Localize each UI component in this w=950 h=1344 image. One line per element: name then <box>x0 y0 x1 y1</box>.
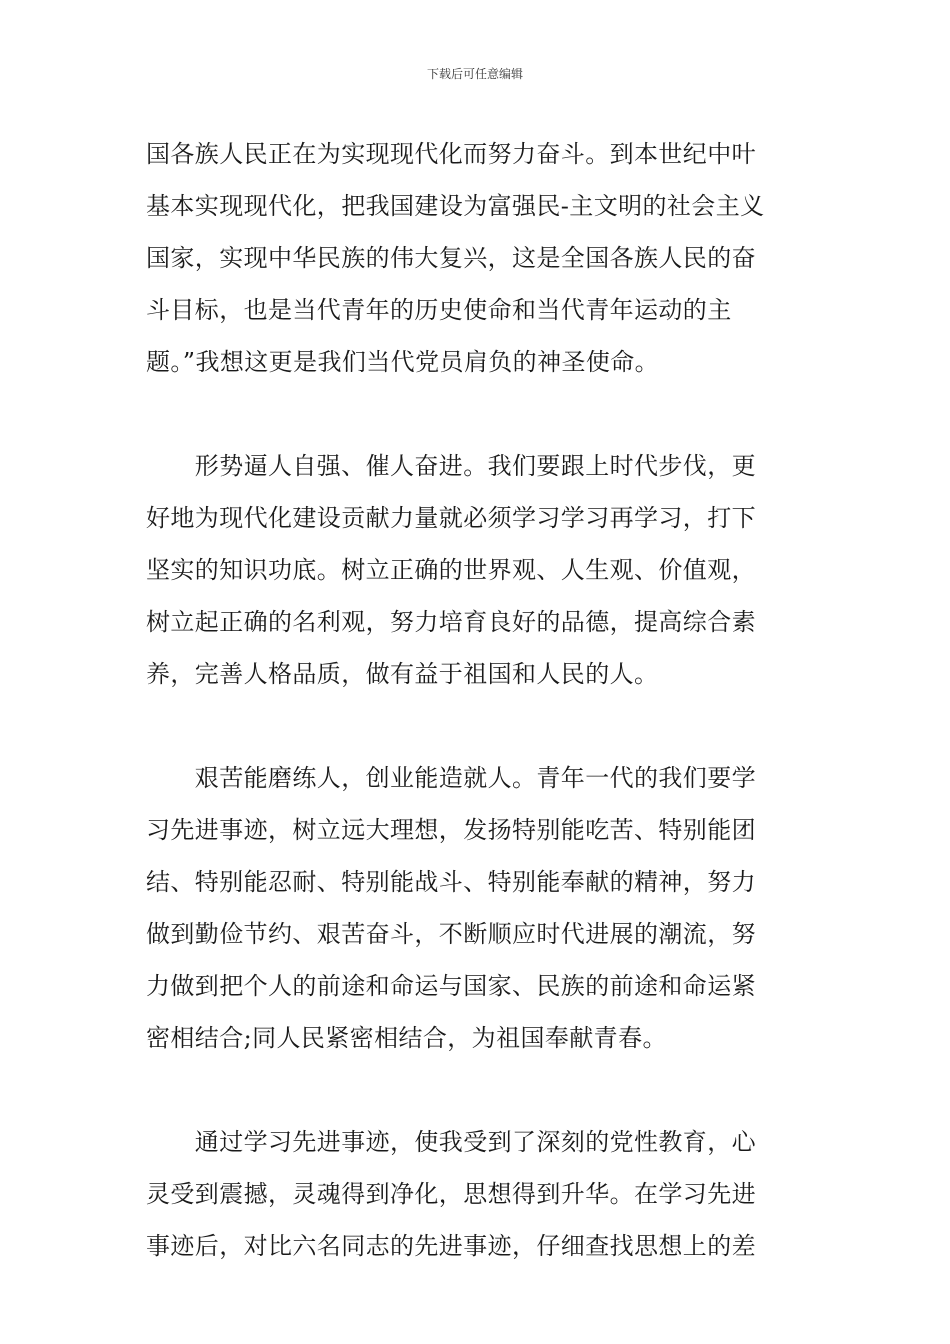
paragraph-4 <box>146 1116 806 1272</box>
text-line: 题。”我想这更是我们当代党员肩负的神圣使命。 <box>146 348 660 376</box>
text-line: 国各族人民正在为实现现代化而努力奋斗。到本世纪中叶 <box>146 140 756 168</box>
paragraph-1 <box>146 128 806 388</box>
text-line: 结、特别能忍耐、特别能战斗、特别能奉献的精神，努力 <box>146 868 756 896</box>
text-line: 形势逼人自强、催人奋进。我们要跟上时代步伐，更 <box>146 452 756 480</box>
paragraph-gap <box>146 388 806 440</box>
text-line: 习先进事迹，树立远大理想，发扬特别能吃苦、特别能团 <box>146 816 756 844</box>
text-line: 坚实的知识功底。树立正确的世界观、人生观、价值观， <box>146 556 756 584</box>
paragraph-2 <box>146 440 806 700</box>
text-line: 事迹后，对比六名同志的先进事迹，仔细查找思想上的差 <box>146 1232 756 1260</box>
document-body <box>146 128 806 1272</box>
text-line: 斗目标，也是当代青年的历史使命和当代青年运动的主 <box>146 296 732 324</box>
page-header: 下载后可任意编辑 <box>426 67 523 81</box>
text-line: 力做到把个人的前途和命运与国家、民族的前途和命运紧 <box>146 972 756 1000</box>
text-line: 做到勤俭节约、艰苦奋斗，不断顺应时代进展的潮流，努 <box>146 920 756 948</box>
text-line: 通过学习先进事迹，使我受到了深刻的党性教育，心 <box>146 1128 756 1156</box>
paragraph-gap <box>146 1064 806 1116</box>
paragraph-3 <box>146 752 806 1064</box>
text-line: 密相结合;同人民紧密相结合，为祖国奉献青春。 <box>146 1024 667 1052</box>
text-line: 艰苦能磨练人，创业能造就人。青年一代的我们要学 <box>146 764 756 792</box>
text-line: 养，完善人格品质，做有益于祖国和人民的人。 <box>146 660 659 688</box>
text-line: 树立起正确的名利观，努力培育良好的品德，提高综合素 <box>146 608 756 636</box>
text-line: 灵受到震撼，灵魂得到净化，思想得到升华。在学习先进 <box>146 1180 756 1208</box>
text-line: 国家，实现中华民族的伟大复兴，这是全国各族人民的奋 <box>146 244 756 272</box>
text-line: 好地为现代化建设贡献力量就必须学习学习再学习，打下 <box>146 504 756 532</box>
text-line: 基本实现现代化，把我国建设为富强民-主文明的社会主义 <box>146 192 765 220</box>
paragraph-gap <box>146 700 806 752</box>
